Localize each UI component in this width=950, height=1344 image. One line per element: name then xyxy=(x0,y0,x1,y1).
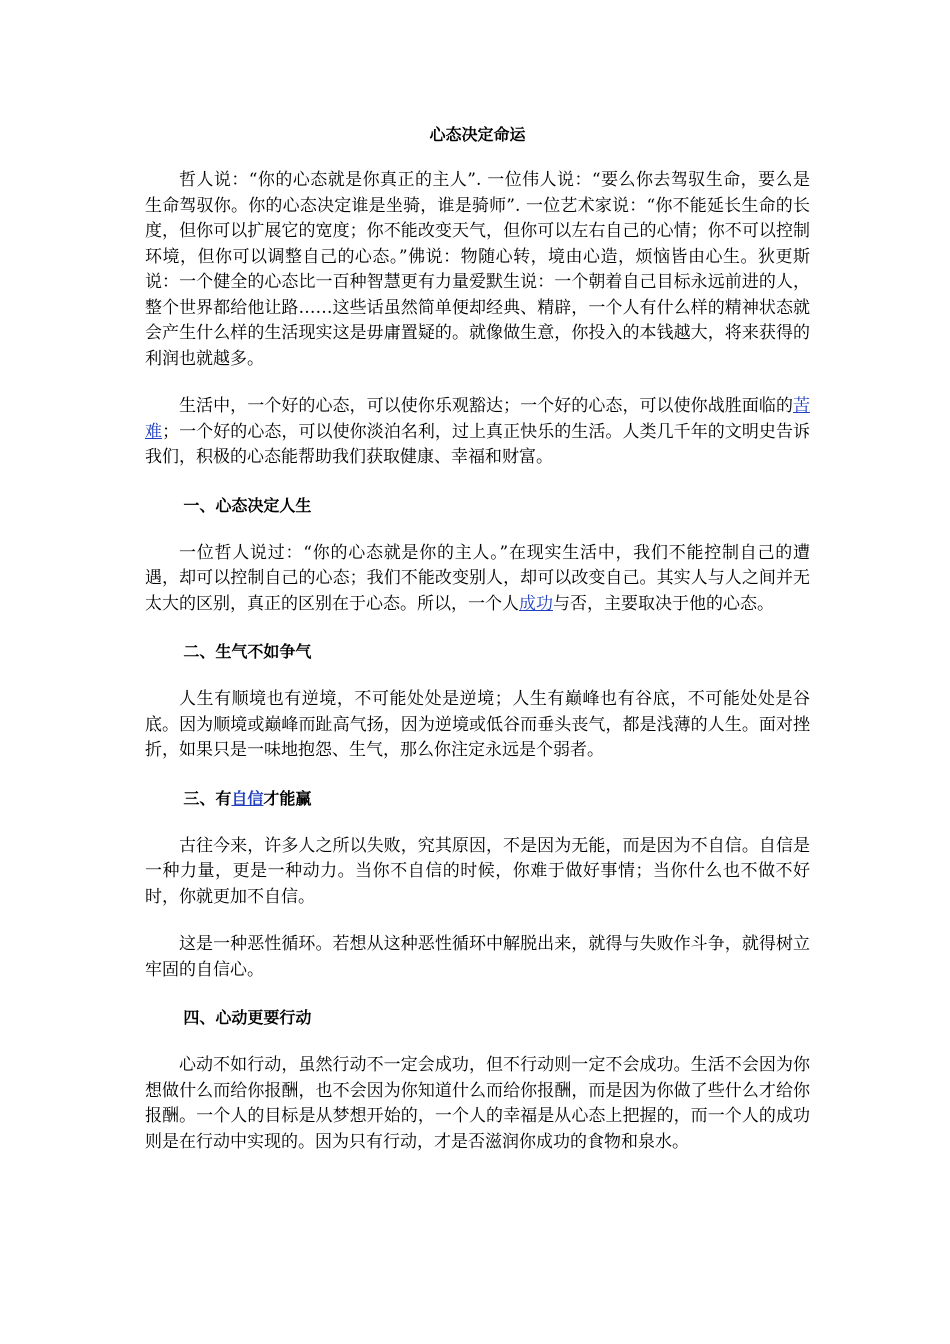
section-3-paragraph-1: 古往今来，许多人之所以失败，究其原因，不是因为无能，而是因为不自信。自信是一种力量，更是一种动力。当你不自信的时候，你难于做好事情；当你什么也不做不好时，你就更加不自信。 xyxy=(145,835,810,907)
document-title: 心态决定命运 xyxy=(429,125,526,144)
paragraph-text: ；一个好的心态，可以使你淡泊名利，过上真正快乐的生活。人类几千年的文明史告诉我们，积极的心态能帮助我们获取健康、幸福和财富。 xyxy=(145,421,811,467)
section-2-paragraph: 人生有顺境也有逆境，不可能处处是逆境；人生有巅峰也有谷底，不可能处处是谷底。因为顺境或巅峰而趾高气扬，因为逆境或低谷而垂头丧气，都是浅薄的人生。面对挫折，如果只是一味地抱怨、生气，那么你注定永远是个弱者。 xyxy=(145,689,810,760)
paragraph-text: 与否，主要取决于他的心态。 xyxy=(553,593,774,614)
section-heading-2: 二、生气不如争气 xyxy=(183,642,312,661)
intro-paragraph: 哲人说：“你的心态就是你真正的主人”. 一位伟人说：“要么你去驾驭生命，要么是生命驾驭你。你的心态决定谁是坐骑，谁是骑师”. 一位艺术家说：“你不能延长生命的长度，但你可以扩展它的宽度；你不能改变天气，但你可以左右自己的心情；你不可以控制环境，但你可以调整自己的心态。”佛说：物随心转，境由心造，烦恼皆由心生。狄更斯说：一个健全的心态比一百种智慧更有力量爱默生说：一个朝着自己目标永远前进的人，整个世界都给他让路……这些话虽然简单便却经典、精辟，一个人有什么样的精神状态就会产生什么样的生活现实这是毋庸置疑的。就像做生意，你投入的本钱越大，将来获得的利润也就越多。 xyxy=(145,170,810,369)
heading-text: 才能赢 xyxy=(263,788,312,808)
confidence-link[interactable]: 自信 xyxy=(231,788,264,808)
life-attitude-paragraph xyxy=(145,394,810,471)
section-heading-1: 一、心态决定人生 xyxy=(183,495,312,515)
document-page xyxy=(145,122,810,1177)
section-heading-4: 四、心动更要行动 xyxy=(183,1008,312,1027)
paragraph-text: 生活中，一个好的心态，可以使你乐观豁达；一个好的心态，可以使你战胜面临的 xyxy=(179,396,793,416)
paragraph-text: 一位哲人说过：“你的心态就是你的主人。”在现实生活中，我们不能控制自己的遭遇，却可以控制自己的心态；我们不能改变别人，却可以改变自己。其实人与人之间并无太大的区别，真正的区别在于心态。所以，一个人 xyxy=(145,542,810,614)
section-4-paragraph: 心动不如行动，虽然行动不一定会成功，但不行动则一定不会成功。生活不会因为你想做什么而给你报酬，也不会因为你知道什么而给你报酬，而是因为你做了些什么才给你报酬。一个人的目标是从梦想开始的，一个人的幸福是从心态上把握的，而一个人的成功则是在行动中实现的。因为只有行动，才是否滋润你成功的食物和泉水。 xyxy=(145,1055,810,1152)
section-1-paragraph xyxy=(145,541,810,618)
section-3-paragraph-2: 这是一种恶性循环。若想从这种恶性循环中解脱出来，就得与失败作斗争，就得树立牢固的自信心。 xyxy=(145,934,810,980)
hardship-link[interactable]: 苦难 xyxy=(145,396,810,442)
success-link[interactable]: 成功 xyxy=(519,593,553,614)
heading-text: 三、有 xyxy=(183,788,232,808)
section-heading-3 xyxy=(145,786,810,812)
